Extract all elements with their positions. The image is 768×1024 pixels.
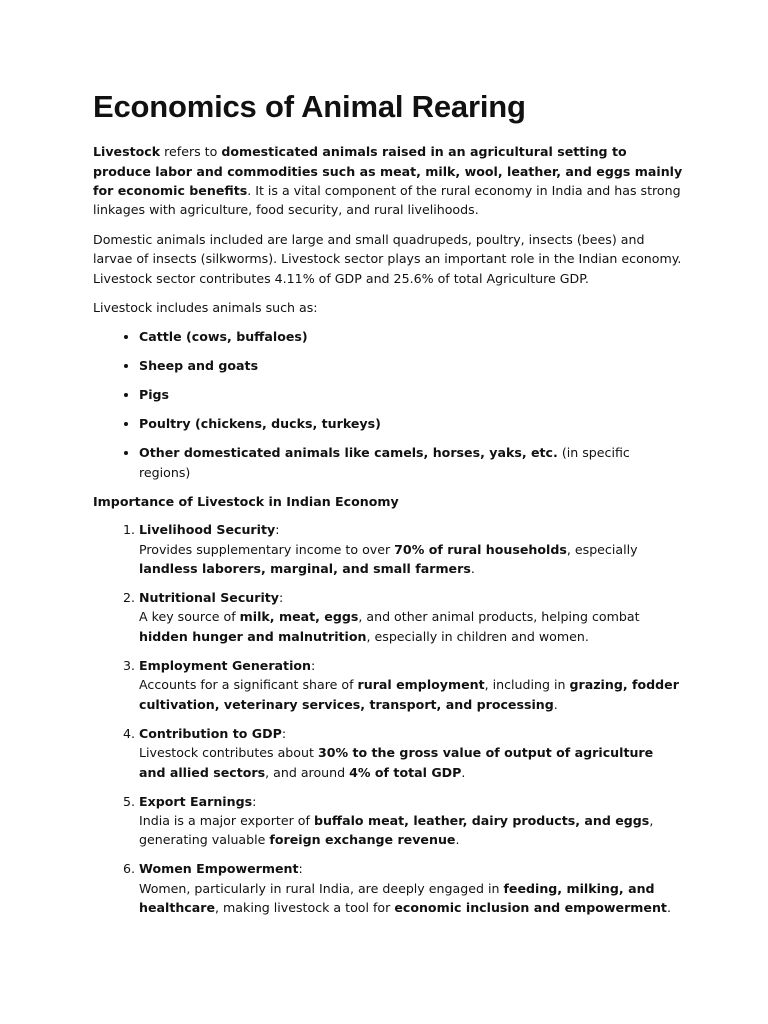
list-item — [139, 327, 683, 346]
importance-item: 2. Nutritional Security: A key source of milk, meat, eggs, and other animal products, helping combat hidden hunger and malnutrition, especially in children and women. — [139, 588, 683, 646]
description-text: , and other animal products, helping combat — [358, 609, 640, 625]
list-item — [139, 356, 683, 375]
highlight-text: economic inclusion and empowerment — [394, 900, 667, 916]
description-text: Accounts for a significant share of — [139, 677, 358, 693]
intro-text-rest: . It is a vital component of the rural economy in India and has strong linkages with agriculture, food security, and rural livelihoods. — [93, 183, 681, 218]
intro-text: refers to — [160, 144, 222, 160]
importance-description — [139, 811, 683, 850]
highlight-text: buffalo meat, leather, dairy products, and eggs — [313, 812, 650, 828]
highlight-text: landless laborers, marginal, and small farmers — [139, 561, 471, 577]
highlight-text: 30% to the gross value of output of agriculture and allied sectors — [139, 745, 654, 780]
term-livestock: Livestock — [93, 144, 161, 160]
description-text: , especially — [566, 541, 638, 557]
description-text: , making livestock a tool for — [215, 900, 395, 916]
intro-paragraph-list-lead: Livestock includes animals such as: — [93, 300, 318, 316]
importance-title: Women Empowerment — [139, 861, 299, 877]
description-text: . — [553, 696, 558, 712]
list-item — [139, 414, 683, 433]
importance-description — [139, 743, 683, 782]
list-item — [139, 385, 683, 404]
importance-list — [93, 520, 683, 917]
importance-title: Livelihood Security — [139, 522, 276, 538]
document-page — [93, 88, 683, 927]
importance-description — [139, 675, 683, 714]
description-text: , including in — [484, 677, 570, 693]
description-text: India is a major exporter of — [139, 812, 314, 828]
definition-bold: domesticated animals raised in an agricultural setting to produce labor and commodities such as meat, milk, wool, leather, and eggs mainly for economic benefits — [93, 144, 683, 198]
importance-title: Export Earnings — [139, 793, 253, 809]
intro-paragraph-livestock-definition — [93, 142, 683, 220]
animal-label: Sheep and goats — [139, 358, 259, 374]
importance-description — [139, 879, 683, 918]
description-text: . — [461, 764, 466, 780]
highlight-text: 4% of total GDP — [349, 764, 462, 780]
animal-label: Pigs — [139, 387, 170, 403]
importance-title: Employment Generation — [139, 657, 312, 673]
importance-item: 5. Export Earnings: India is a major exporter of buffalo meat, leather, dairy products, and eggs, generating valuable foreign exchange revenue. — [139, 792, 683, 850]
description-text: Women, particularly in rural India, are deeply engaged in — [139, 880, 504, 896]
description-text: Livestock contributes about — [139, 745, 318, 761]
importance-item: 3. Employment Generation: Accounts for a significant share of rural employment, including in grazing, fodder cultivation, veterinary services, transport, and processing. — [139, 656, 683, 714]
description-text: . — [455, 832, 460, 848]
description-text: , generating valuable — [139, 812, 654, 848]
importance-item: 1. Livelihood Security: Provides supplementary income to over 70% of rural households, especially landless laborers, marginal, and small farmers. — [139, 520, 683, 578]
description-text: Provides supplementary income to over — [139, 541, 395, 557]
animal-note: (in specific regions) — [139, 445, 630, 480]
importance-heading: Importance of Livestock in Indian Economy — [93, 493, 399, 509]
description-text: , especially in children and women. — [366, 628, 589, 644]
highlight-text: rural employment — [357, 677, 485, 693]
animals-list — [93, 327, 683, 482]
animal-label: Poultry (chickens, ducks, turkeys) — [139, 416, 381, 432]
highlight-text: grazing, fodder cultivation, veterinary services, transport, and processing — [139, 677, 679, 712]
description-text: . — [666, 900, 671, 916]
page-title: Economics of Animal Rearing — [93, 89, 526, 124]
importance-description — [139, 540, 683, 579]
importance-title: Nutritional Security — [139, 590, 280, 606]
list-item — [139, 443, 683, 482]
animal-label: Other domesticated animals like camels, horses, yaks, etc. — [139, 445, 558, 461]
intro-paragraph-domestic-animals: Domestic animals included are large and small quadrupeds, poultry, insects (bees) and larvae of insects (silkworms). Livestock sector plays an important role in the Indian economy. Livestock sector contributes 4.11% of GDP and 25.6% of total Agriculture GDP. — [93, 231, 682, 286]
highlight-text: 70% of rural households — [394, 541, 567, 557]
importance-description — [139, 607, 683, 646]
highlight-text: foreign exchange revenue — [269, 832, 456, 848]
importance-item: 4. Contribution to GDP: Livestock contributes about 30% to the gross value of output of agriculture and allied sectors, and around 4% of total GDP. — [139, 724, 683, 782]
importance-title: Contribution to GDP — [139, 725, 282, 741]
animal-label: Cattle (cows, buffaloes) — [139, 329, 308, 345]
highlight-text: hidden hunger and malnutrition — [139, 628, 367, 644]
highlight-text: milk, meat, eggs — [239, 609, 359, 625]
description-text: . — [470, 561, 475, 577]
description-text: , and around — [265, 764, 350, 780]
description-text: A key source of — [139, 609, 240, 625]
importance-item: 6. Women Empowerment: Women, particularly in rural India, are deeply engaged in feeding, milking, and healthcare, making livestock a tool for economic inclusion and empowerment. — [139, 859, 683, 917]
highlight-text: feeding, milking, and healthcare — [139, 880, 655, 916]
